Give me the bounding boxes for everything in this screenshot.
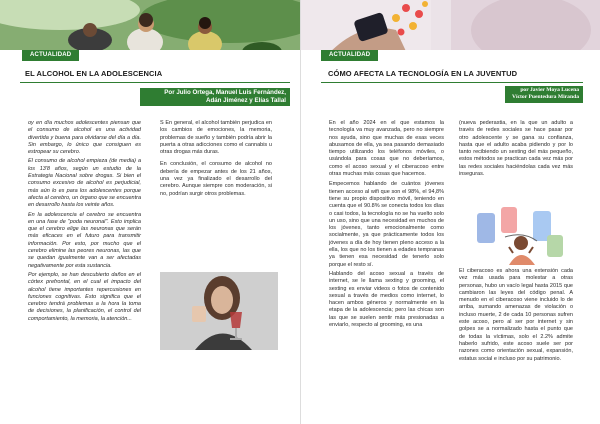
article-headline: EL ALCOHOL EN LA ADOLESCENCIA: [25, 69, 163, 78]
paragraph: (nueva pederastia, en la que un adulto a través de redes sociales se hace pasar por otro adolescente y se gana su confianza, hasta que el adulto acaba pidiendo y por lo tanto recibiendo un sexting del más pequeño, estos métodos se practican cada vez más por las redes sociales haciéndolas cada vez más inseguras.: [459, 120, 573, 178]
paragraph: Por ejemplo, se han descubierto daños en el córtex prefrontal, en el cual el impacto del alcohol tiene importantes repercusiones en funciones cognitivas. Esto significa que el cerebro tendrá problemas a la hora la toma de decisiones, la planificación, el control del comportamiento, la memoria, la atención...: [28, 271, 141, 322]
cyberbullying-illustration: [473, 205, 568, 265]
paragraph: S En general, el alcohol también perjudica en los cambios de emociones, la memoria, problemas de sueño y también podría abrir la puerta a otras adicciones como el cannabis u otras drogas más duras.: [160, 120, 272, 156]
article-column-1: [329, 120, 444, 331]
headline-rule: [20, 82, 290, 83]
author-box: [140, 88, 290, 106]
paragraph: En el año 2024 en el que estamos la tecnología va muy avanzada, pero no siempre nos ayuda, sino que muchas de esas veces abusamos de ella, ya sea pasando demasiado tiempo utilizando los teléfonos móviles, o usándola para cosas que no deberíamos, como el acoso sexual y el ciberacoso entre otras muchas más cosas que hacemos.: [329, 120, 444, 178]
paragraph: oy en día muchos adolescentes piensan que el consumo de alcohol es una actividad divertida y buena para olvidarse del día a día. Sin embargo, lo único que consiguen es estropear su cerebro.: [28, 120, 141, 156]
paragraph: Empecemos hablando de cuántos jóvenes tienen acceso al wifi que son el 98%, el 94,8% tiene su propio dispositivo móvil, teniendo en cuenta que el 90.8% se conecta todos los días o casi todos, la tecnología no se ha vuelto solo un uso, sino que una necesidad en muchos de los jóvenes, tanto emocionalmente como socialmente, ya que prácticamente todos los jóvenes a día de hoy tienen pleno acceso a la ella, los que no los tienen a edades tempranas ya tienen esa necesidad de tenerlo solo porque el resto sí.: [329, 181, 444, 268]
paragraph: El ciberacoso es ahora una extensión cada vez más usada para molestar a otras personas, hubo un vacío legal hasta 2015 que cambiaron las leyes del código penal. A menudo en el ciberacoso viene incluido lo de arriba, sumando amenazas de violación o incluso muerte, 2 de cada 10 personas sufren este acoso, pero al ser por internet y sin golpes se a normalizado hasta el punto que de todas la víctimas, solo el 2.2% admite haberlo sufrido, este acoso suele ser por razones como orientación sexual, expansión, estatus social e incluso por su patrimonio.: [459, 268, 573, 362]
article-column-1: [28, 120, 141, 325]
woman-refusing-wine-photo: [160, 272, 278, 350]
article-column-2: [160, 120, 272, 200]
paragraph: Hablando del acoso sexual a través de internet, se le llama sexting y grooming, el sexting es enviar videos o fotos de contenido sexual a través de medios como internet, lo hacen ambos géneros y normalmente en la etapa de la adolescencia; pero las chicas son las que se suelen sentir más presionadas a enviarlo, respecto al grooming, es una: [329, 270, 444, 329]
paragraph: El consumo de alcohol empieza (de media) a los 13'8 años, según un estudio de la Estrategia Nacional sobre drogas. Si bien el consumo excesivo de alcohol es perjudicial, más aún lo es para los adolescentes porque afecta al cerebro, un órgano que se encuentra en desarrollo hasta los veinte años.: [28, 158, 141, 209]
author-box: [505, 86, 583, 103]
section-tag: ACTUALIDAD: [22, 50, 79, 61]
article-headline: CÓMO AFECTA LA TECNOLOGÍA EN LA JUVENTUD: [328, 69, 518, 78]
right-page: [300, 0, 600, 424]
author-line: por Javier Moya Lucena: [520, 87, 579, 93]
author-line: Adán Jiménez y Elías Tallal: [205, 97, 286, 104]
section-tag: ACTUALIDAD: [321, 50, 378, 61]
author-line: Por Julio Ortega, Manuel Luis Fernández,: [164, 89, 286, 96]
paragraph: En la adolescencia el cerebro se encuentra en una fase de "poda neuronal". Esto implica que el cerebro elige las neuronas que serán más eficaces en el futuro para transmitir información. Por esto, por mucho que el cerebro elimine las peores neuronas, las que se quedan igualmente van a ser afectadas negativamente por esta sustancia.: [28, 211, 141, 269]
article-column-2: [459, 120, 573, 180]
article-column-3: [459, 268, 573, 365]
headline-rule: [321, 82, 583, 83]
paragraph: En conclusión, el consumo de alcohol no debería de empezar antes de los 21 años, una vez ya finalizado el desarrollo del cerebro. Aunque siempre con moderación, si no, podrían surgir otros problemas.: [160, 161, 272, 197]
author-line: Víctor Puentedura Miranda: [511, 94, 579, 101]
